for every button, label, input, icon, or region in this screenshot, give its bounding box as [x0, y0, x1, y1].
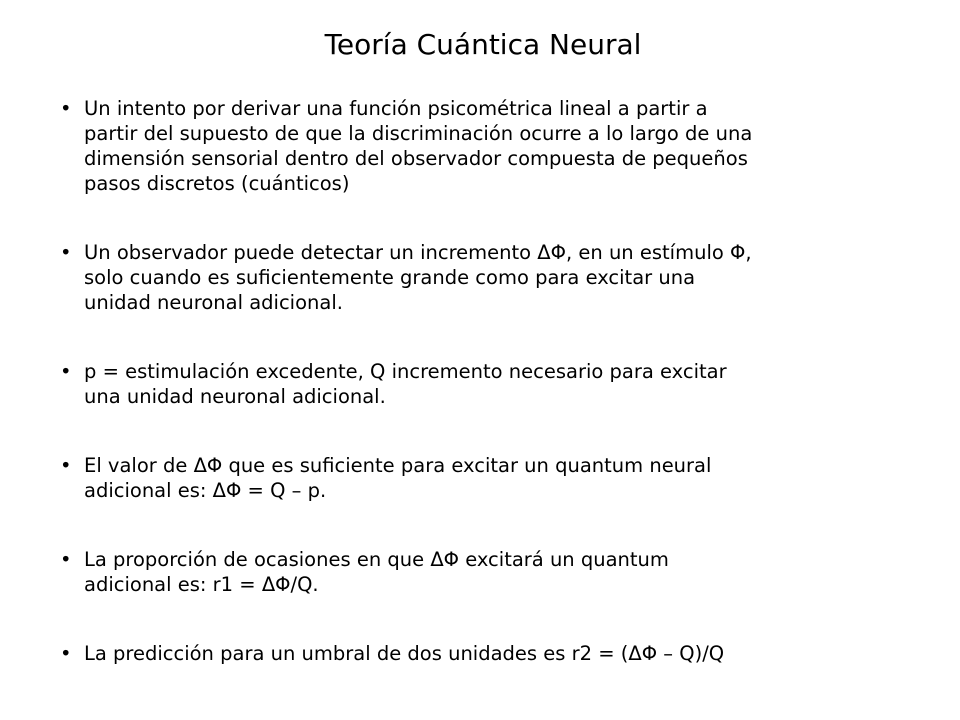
- bullet-text-line: adicional es: ΔΦ = Q – p.: [84, 479, 327, 502]
- bullet-dot: •: [60, 642, 72, 665]
- bullet-text-line: solo cuando es suficientemente grande como para excitar una: [84, 266, 696, 289]
- bullet-item: [60, 96, 940, 196]
- bullet-text-line: adicional es: r1 = ΔΦ/Q.: [84, 573, 319, 596]
- bullet-text-line: La proporción de ocasiones en que ΔΦ excitará un quantum: [84, 548, 669, 571]
- bullet-dot: •: [60, 454, 72, 477]
- bullet-text-line: p = estimulación excedente, Q incremento necesario para excitar: [84, 360, 727, 383]
- bullet-item: [60, 240, 940, 315]
- bullet-list: [60, 96, 940, 666]
- bullet-text-line: Un intento por derivar una función psicométrica lineal a partir a: [84, 97, 708, 120]
- bullet-text-line: partir del supuesto de que la discriminación ocurre a lo largo de una: [84, 122, 753, 145]
- bullet-dot: •: [60, 548, 72, 571]
- bullet-text-line: dimensión sensorial dentro del observador compuesta de pequeños: [84, 147, 748, 170]
- bullet-text-line: Un observador puede detectar un incremento ΔΦ, en un estímulo Φ,: [84, 241, 752, 264]
- bullet-text-line: El valor de ΔΦ que es suficiente para excitar un quantum neural: [84, 454, 712, 477]
- bullet-text-line: unidad neuronal adicional.: [84, 291, 343, 314]
- bullet-text-line: pasos discretos (cuánticos): [84, 172, 350, 195]
- bullet-text-line: una unidad neuronal adicional.: [84, 385, 386, 408]
- bullet-item: [60, 453, 940, 503]
- bullet-dot: •: [60, 241, 72, 264]
- bullet-dot: •: [60, 360, 72, 383]
- bullet-dot: •: [60, 97, 72, 120]
- bullet-item: [60, 547, 940, 597]
- bullet-text-line: La predicción para un umbral de dos unidades es r2 = (ΔΦ – Q)/Q: [84, 642, 725, 665]
- bullet-item: [60, 359, 940, 409]
- slide-title: Teoría Cuántica Neural: [324, 28, 642, 61]
- bullet-item: [60, 641, 940, 666]
